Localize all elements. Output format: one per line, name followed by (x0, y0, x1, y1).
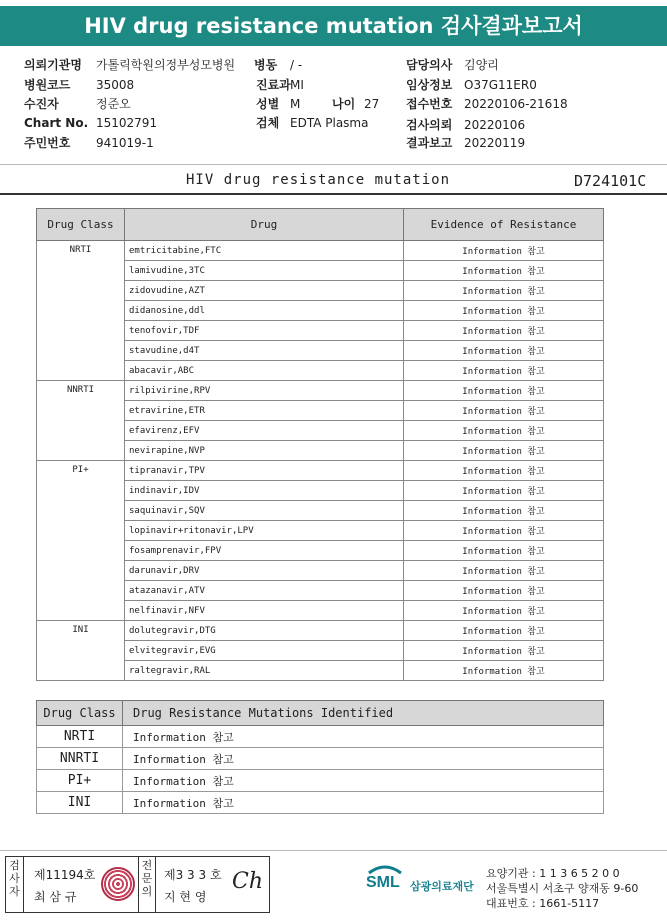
drug-resistance-table (36, 208, 604, 681)
field-value: 941019-1 (96, 136, 154, 150)
table-row (37, 748, 604, 770)
drug-class-cell: PI+ (37, 770, 123, 792)
field-label: 성별 (256, 97, 280, 111)
seal-stamp (101, 867, 135, 901)
field-value: 김양리 (464, 58, 499, 72)
info-mid-0 (254, 56, 302, 73)
drug-cell: abacavir,ABC (125, 361, 404, 381)
sml-logo-text: SML (366, 874, 400, 891)
institution-code: 요양기관 : 1 1 3 6 5 2 0 0 (486, 867, 620, 880)
drug-cell: efavirenz,EFV (125, 421, 404, 441)
table-row (37, 792, 604, 814)
drug-class-cell: INI (37, 792, 123, 814)
phone: 대표번호 : 1661-5117 (486, 897, 600, 910)
field-label: 나이 (332, 97, 356, 111)
divider (0, 193, 667, 195)
evidence-cell: Information 참고 (404, 521, 604, 541)
evidence-cell: Information 참고 (404, 301, 604, 321)
info-left-0 (24, 56, 235, 73)
evidence-cell: Information 참고 (404, 601, 604, 621)
table-row (37, 241, 604, 261)
field-label: 수진자 (24, 97, 59, 111)
report-title: HIV drug resistance mutation (186, 172, 451, 188)
drug-cell: didanosine,ddl (125, 301, 404, 321)
evidence-cell: Information 참고 (404, 441, 604, 461)
field-value: M (290, 97, 301, 111)
evidence-cell: Information 참고 (404, 321, 604, 341)
field-value: 20220106-21618 (464, 97, 568, 111)
field-value: 정준오 (96, 97, 131, 111)
drug-cell: tenofovir,TDF (125, 321, 404, 341)
field-label: 검체 (256, 116, 280, 130)
field-value: MI (290, 78, 304, 92)
evidence-cell: Information 참고 (404, 281, 604, 301)
drug-cell: etravirine,ETR (125, 401, 404, 421)
field-label: Chart No. (24, 116, 89, 130)
mutation-cell: Information 참고 (123, 726, 604, 748)
drug-cell: zidovudine,AZT (125, 281, 404, 301)
tester-license: 제11194호 (34, 868, 96, 882)
field-label: 병동 (254, 58, 278, 72)
drug-cell: dolutegravir,DTG (125, 621, 404, 641)
signature-box (5, 856, 270, 913)
field-value: O37G11ER0 (464, 78, 537, 92)
field-label: 접수번호 (406, 97, 453, 111)
field-value: 가톨릭학원의정부성모병원 (96, 58, 236, 72)
drug-cell: fosamprenavir,FPV (125, 541, 404, 561)
evidence-cell: Information 참고 (404, 641, 604, 661)
evidence-cell: Information 참고 (404, 461, 604, 481)
field-label: 담당의사 (406, 58, 453, 72)
field-value: EDTA Plasma (290, 116, 369, 130)
specialist-name: 지 현 영 (164, 890, 207, 904)
divider (0, 850, 667, 851)
field-label: 결과보고 (406, 136, 453, 150)
specialist-license: 제3 3 3 호 (164, 868, 222, 882)
field-value: 20220106 (464, 118, 526, 132)
field-value: / - (290, 58, 303, 72)
field-label: 진료과 (256, 78, 291, 92)
evidence-cell: Information 참고 (404, 381, 604, 401)
drug-class-cell: NNRTI (37, 748, 123, 770)
evidence-cell: Information 참고 (404, 561, 604, 581)
drug-cell: indinavir,IDV (125, 481, 404, 501)
field-label: 임상정보 (406, 78, 453, 92)
mutation-cell: Information 참고 (123, 792, 604, 814)
info-left-4 (24, 134, 154, 151)
drug-cell: atazanavir,ATV (125, 581, 404, 601)
specialist-label: 전문의 (138, 857, 156, 912)
drug-cell: nevirapine,NVP (125, 441, 404, 461)
info-mid-1 (256, 76, 304, 93)
evidence-cell: Information 참고 (404, 401, 604, 421)
tester-label: 검사자 (6, 857, 24, 912)
evidence-cell: Information 참고 (404, 341, 604, 361)
mutation-cell: Information 참고 (123, 770, 604, 792)
drug-class-cell: PI+ (37, 461, 125, 621)
field-value: 20220119 (464, 136, 526, 150)
field-label: 의뢰기관명 (24, 58, 82, 72)
field-value: 27 (364, 97, 380, 111)
header-drug-class: Drug Class (37, 209, 125, 241)
info-mid-2 (256, 95, 300, 112)
table-row (37, 726, 604, 748)
evidence-cell: Information 참고 (404, 621, 604, 641)
info-left-3 (24, 116, 157, 130)
drug-cell: nelfinavir,NFV (125, 601, 404, 621)
organization-name: 삼광의료재단 (410, 880, 474, 893)
drug-class-cell: NNRTI (37, 381, 125, 461)
address: 서울특별시 서초구 양재동 9-60 (486, 882, 639, 895)
evidence-cell: Information 참고 (404, 361, 604, 381)
evidence-cell: Information 참고 (404, 421, 604, 441)
drug-cell: saquinavir,SQV (125, 501, 404, 521)
drug-cell: elvitegravir,EVG (125, 641, 404, 661)
header-mutations: Drug Resistance Mutations Identified (123, 701, 604, 726)
drug-cell: darunavir,DRV (125, 561, 404, 581)
mutation-cell: Information 참고 (123, 748, 604, 770)
drug-class-cell: INI (37, 621, 125, 681)
evidence-cell: Information 참고 (404, 241, 604, 261)
drug-cell: lamivudine,3TC (125, 261, 404, 281)
table-row (37, 770, 604, 792)
table-row (37, 461, 604, 481)
header-evidence: Evidence of Resistance (404, 209, 604, 241)
report-banner: HIV drug resistance mutation 검사결과보고서 (0, 6, 667, 46)
field-label: 검사의뢰 (406, 118, 453, 132)
info-left-2 (24, 95, 131, 112)
evidence-cell: Information 참고 (404, 481, 604, 501)
mutations-table (36, 700, 604, 814)
field-value: 15102791 (96, 116, 158, 130)
info-left-1 (24, 76, 134, 93)
drug-class-cell: NRTI (37, 726, 123, 748)
header-drug-class: Drug Class (37, 701, 123, 726)
divider (0, 164, 667, 165)
info-right-3 (406, 116, 525, 133)
field-label: 주민번호 (24, 136, 71, 150)
report-code: D724101C (574, 172, 647, 190)
table-row (37, 381, 604, 401)
drug-cell: raltegravir,RAL (125, 661, 404, 681)
header-drug: Drug (125, 209, 404, 241)
evidence-cell: Information 참고 (404, 501, 604, 521)
tester-name: 최 삼 규 (34, 890, 77, 904)
evidence-cell: Information 참고 (404, 581, 604, 601)
info-right-1 (406, 76, 537, 93)
evidence-cell: Information 참고 (404, 261, 604, 281)
info-right-0 (406, 56, 499, 73)
info-right-4 (406, 134, 525, 151)
evidence-cell: Information 참고 (404, 661, 604, 681)
info-mid-3 (256, 114, 368, 131)
field-label: 병원코드 (24, 78, 71, 92)
field-value: 35008 (96, 78, 135, 92)
drug-cell: rilpivirine,RPV (125, 381, 404, 401)
info-age (332, 95, 379, 112)
drug-cell: stavudine,d4T (125, 341, 404, 361)
drug-cell: tipranavir,TPV (125, 461, 404, 481)
signature: Ch (232, 869, 264, 894)
evidence-cell: Information 참고 (404, 541, 604, 561)
drug-class-cell: NRTI (37, 241, 125, 381)
drug-cell: emtricitabine,FTC (125, 241, 404, 261)
info-right-2 (406, 95, 568, 112)
drug-cell: lopinavir+ritonavir,LPV (125, 521, 404, 541)
table-row (37, 621, 604, 641)
